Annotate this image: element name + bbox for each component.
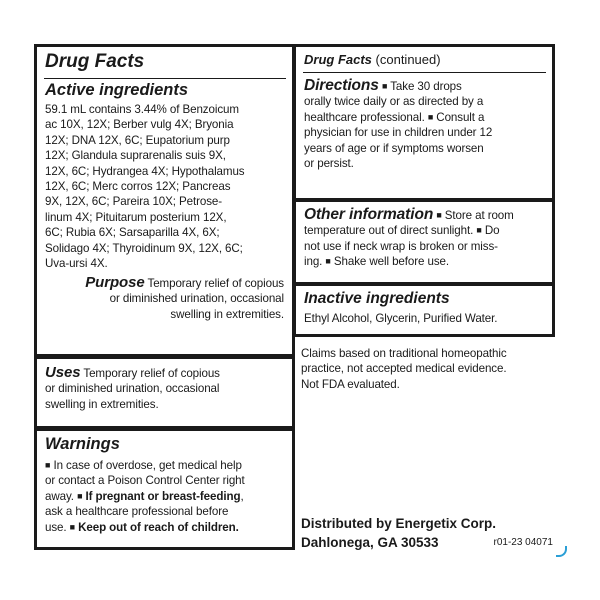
continued-label: (continued) — [375, 52, 441, 67]
active-line: ac 10X, 12X; Berber vulg 4X; Bryonia — [45, 118, 234, 132]
children-warning: Keep out of reach of children. — [78, 520, 239, 534]
bullet-icon: ■ — [476, 225, 482, 236]
title-rule — [44, 78, 286, 79]
directions-heading: Directions — [304, 77, 379, 94]
bullet-icon: ■ — [325, 256, 331, 267]
active-line: Solidago 4X; Thyroidinum 9X, 12X, 6C; — [45, 241, 243, 255]
purpose-heading: Purpose — [85, 274, 145, 291]
claims-disclaimer: Claims based on traditional homeopathic practice, not accepted medical evidence. Not FDA evaluated. — [301, 347, 507, 391]
warnings-panel — [34, 429, 295, 550]
warnings-text: ■ In case of overdose, get medical help or contact a Poison Control Center right away. ■ If pregnant or breast-feeding, ask a healthcare professional before use. ■ Keep out of reach of children. — [45, 459, 245, 534]
title-rule — [303, 72, 546, 73]
active-line: 9X, 12X, 6C; Pareira 10X; Petrose- — [45, 195, 223, 209]
active-line: linum 4X; Pituitarum posterium 12X, — [45, 210, 227, 224]
active-line: 6C; Rubia 6X; Sarsaparilla 4X, 6X; — [45, 226, 220, 240]
inactive-ingredients-text: Ethyl Alcohol, Glycerin, Purified Water. — [304, 312, 498, 325]
drug-facts-title: Drug Facts — [45, 51, 145, 72]
inactive-ingredients-panel — [293, 283, 555, 337]
active-line: 59.1 mL contains 3.44% of Benzoicum — [45, 103, 239, 116]
other-information-heading: Other information — [304, 206, 434, 223]
active-ingredients-list — [45, 102, 286, 271]
bullet-icon: ■ — [427, 111, 434, 122]
label-code: r01-23 04071 — [493, 537, 553, 548]
active-ingredients-heading: Active ingredients — [45, 81, 189, 99]
bullet-icon: ■ — [45, 460, 51, 470]
active-line: 12X, 6C; Hydrangea 4X; Hypothalamus — [45, 164, 245, 178]
distributor-info — [301, 514, 559, 552]
uses-panel — [34, 357, 295, 429]
active-line: 12X; Glandula suprarenalis suis 9X, — [45, 149, 226, 163]
purpose-section — [85, 275, 284, 322]
uses-text: swelling in extremities. — [45, 397, 159, 411]
purpose-text: Temporary relief of copious — [147, 277, 284, 290]
bullet-icon: ■ — [381, 81, 388, 91]
active-ingredients-panel — [34, 44, 295, 357]
drug-facts-continued-title: Drug Facts — [304, 52, 372, 67]
directions-panel: Drug Facts (continued) Directions ■ Take 30 drops orally twice daily or as directed by a healthcare professional. ■ Consult a physician for use in children under 12 years of age or if symptoms worsen or persist. — [293, 44, 555, 201]
active-line: Uva-ursi 4X. — [45, 257, 108, 271]
bullet-icon: ■ — [436, 210, 442, 220]
purpose-text: or diminished urination, occasional — [109, 292, 284, 306]
distributor-address: Dahlonega, GA 30533 — [301, 535, 439, 550]
bullet-icon: ■ — [77, 490, 83, 501]
uses-heading: Uses — [45, 364, 81, 381]
inactive-ingredients-heading: Inactive ingredients — [304, 290, 450, 307]
distributor-name: Distributed by Energetix Corp. — [301, 516, 497, 531]
warnings-heading: Warnings — [45, 435, 120, 453]
uses-text: Temporary relief of copious — [83, 367, 220, 380]
pregnancy-warning: If pregnant or breast-feeding — [85, 489, 241, 503]
corner-mark-icon — [556, 546, 567, 557]
uses-text: or diminished urination, occasional — [45, 382, 220, 396]
purpose-text: swelling in extremities. — [170, 307, 284, 321]
bullet-icon: ■ — [69, 521, 75, 532]
active-line: 12X, 6C; Merc corros 12X; Pancreas — [45, 180, 231, 194]
active-line: 12X; DNA 12X, 6C; Eupatorium purp — [45, 133, 230, 147]
other-information-panel: Other information ■ Store at room temperature out of direct sunlight. ■ Do not use if neck wrap is broken or miss- ing. ■ Shake well before use. — [293, 199, 555, 285]
